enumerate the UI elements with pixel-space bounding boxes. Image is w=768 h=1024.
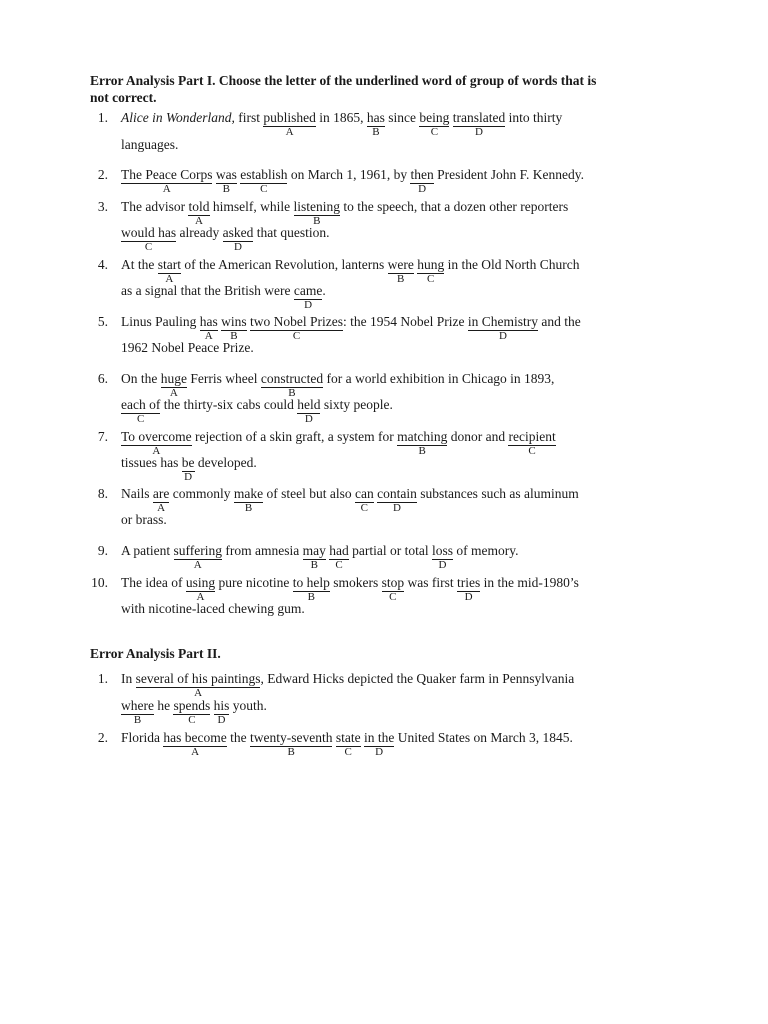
option-text: matching (397, 429, 448, 444)
question-line (121, 167, 584, 199)
text: on March 1, 1961, by (287, 167, 411, 182)
text: the thirty-six cabs could (160, 397, 298, 412)
option-d[interactable] (410, 167, 434, 195)
option-letter: C (188, 714, 196, 726)
option-c[interactable] (419, 110, 450, 138)
text: into thirty (505, 110, 563, 125)
option-text: was (215, 167, 237, 182)
option-d[interactable] (456, 575, 481, 603)
option-text: translated (452, 110, 506, 125)
option-a[interactable] (163, 730, 227, 758)
text: youth. (229, 698, 267, 713)
option-text: twenty-seventh (249, 730, 333, 745)
text: himself, while (209, 199, 294, 214)
option-text: has (366, 110, 385, 125)
option-text: his (213, 698, 230, 713)
option-text: in the (363, 730, 395, 745)
option-letter: C (528, 445, 536, 457)
option-text: where (121, 698, 154, 713)
option-text: has (199, 314, 218, 329)
option-letter: C (344, 746, 352, 758)
option-a[interactable] (121, 167, 213, 195)
option-text: may (302, 543, 326, 558)
question-number: 5. (97, 314, 108, 329)
option-a[interactable] (173, 543, 223, 571)
option-text: listening (293, 199, 340, 214)
text: and the (538, 314, 581, 329)
option-letter: C (292, 330, 301, 342)
option-letter: D (464, 591, 473, 603)
option-d[interactable] (452, 110, 506, 138)
option-letter: B (133, 714, 142, 726)
option-d[interactable] (213, 698, 230, 726)
option-text: came (293, 283, 323, 298)
option-b[interactable] (366, 110, 385, 138)
option-d[interactable] (222, 225, 254, 253)
text: In (121, 671, 136, 686)
option-text: contain (377, 486, 417, 501)
option-b[interactable] (221, 314, 247, 342)
option-c[interactable] (329, 543, 349, 571)
option-text: loss (431, 543, 453, 558)
text: 1962 Nobel Peace Prize. (121, 340, 254, 355)
option-letter: B (244, 502, 253, 514)
question-line (121, 543, 518, 575)
option-letter: D (475, 126, 483, 138)
text: : the 1954 Nobel Prize (343, 314, 468, 329)
text: since (384, 110, 420, 125)
option-text: held (297, 397, 321, 412)
part1-heading (90, 72, 596, 106)
option-text: huge (160, 371, 187, 386)
option-text: had (329, 543, 349, 558)
question-number: 10. (91, 575, 108, 590)
option-text: recipient (508, 429, 556, 444)
option-text: published (263, 110, 316, 125)
option-letter: C (427, 273, 435, 285)
option-text: in Chemistry (467, 314, 538, 329)
option-a[interactable] (188, 199, 210, 227)
question-number: 1. (97, 110, 108, 125)
option-letter: C (430, 126, 439, 138)
text: in the Old North Church (444, 257, 580, 272)
option-letter: D (304, 299, 313, 311)
option-d[interactable] (363, 730, 395, 758)
question-number: 8. (97, 486, 108, 501)
question-line (121, 397, 393, 429)
option-b[interactable] (121, 698, 154, 726)
text: was first (404, 575, 457, 590)
option-letter: B (372, 126, 380, 138)
part2-heading: Error Analysis Part II. (90, 646, 221, 661)
option-c[interactable] (335, 730, 361, 758)
option-text: To overcome (121, 429, 192, 444)
text: he (153, 698, 174, 713)
option-letter: C (389, 591, 397, 603)
question-title (121, 110, 235, 125)
question-line (121, 455, 257, 487)
option-text: then (410, 167, 434, 182)
option-letter: A (195, 215, 203, 227)
text: already (176, 225, 223, 240)
text: United States on March 3, 1845. (394, 730, 573, 745)
option-letter: C (335, 559, 343, 571)
option-letter: D (418, 183, 427, 195)
text: . (322, 283, 326, 298)
option-a[interactable] (121, 429, 192, 457)
text: pure nicotine (215, 575, 293, 590)
option-b[interactable] (293, 199, 341, 227)
option-text: establish (240, 167, 288, 182)
option-b[interactable] (302, 543, 326, 571)
question-number: 9. (97, 543, 108, 558)
option-letter: B (287, 746, 295, 758)
option-text: each of (121, 397, 161, 412)
text: substances such as aluminum (416, 486, 579, 501)
option-c[interactable] (508, 429, 556, 457)
option-text: wins (221, 314, 247, 329)
option-c[interactable] (240, 167, 288, 195)
option-a[interactable] (263, 110, 316, 138)
option-d[interactable] (181, 455, 195, 483)
option-letter: B (288, 387, 296, 399)
option-b[interactable] (292, 575, 330, 603)
option-text: were (387, 257, 414, 272)
option-text: hung (417, 257, 445, 272)
text: with nicotine-laced chewing gum. (121, 601, 305, 616)
question-number: 2. (97, 167, 108, 182)
text: in 1865, (315, 110, 367, 125)
option-letter: B (418, 445, 426, 457)
option-d[interactable] (377, 486, 417, 514)
option-text: stop (381, 575, 405, 590)
option-letter: D (234, 241, 242, 253)
option-c[interactable] (173, 698, 211, 726)
question-line (121, 340, 254, 372)
question-line (121, 110, 562, 142)
option-text: tries (456, 575, 481, 590)
question-line (121, 283, 326, 315)
option-text: being (419, 110, 450, 125)
option-text: two Nobel Prizes (250, 314, 344, 329)
text: President John F. Kennedy. (433, 167, 584, 182)
option-letter: B (307, 591, 315, 603)
text: The idea of (121, 575, 186, 590)
text: first (234, 110, 264, 125)
option-letter: A (169, 387, 178, 399)
text: Ferris wheel (187, 371, 261, 386)
option-c[interactable] (354, 486, 374, 514)
text: A patient (121, 543, 174, 558)
text: Florida (121, 730, 164, 745)
option-letter: D (498, 330, 507, 342)
option-c[interactable] (121, 225, 177, 253)
option-letter: D (392, 502, 401, 514)
text: developed. (194, 455, 257, 470)
question-number: 7. (97, 429, 108, 444)
option-letter: D (375, 746, 384, 758)
option-d[interactable] (297, 397, 321, 425)
question-line (121, 137, 178, 169)
option-text: spends (173, 698, 211, 713)
option-letter: A (152, 445, 161, 457)
option-b[interactable] (215, 167, 237, 195)
option-letter: D (217, 714, 226, 726)
option-letter: D (184, 471, 193, 483)
text: from amnesia (222, 543, 303, 558)
option-b[interactable] (260, 371, 324, 399)
question-number: 1. (97, 671, 108, 686)
option-text: to help (292, 575, 330, 590)
book-title: Alice in Wonderland, (121, 110, 235, 125)
option-letter: A (157, 502, 166, 514)
text: in the mid-1980’s (480, 575, 579, 590)
option-letter: C (260, 183, 268, 195)
option-letter: A (196, 591, 205, 603)
option-c[interactable] (381, 575, 405, 603)
option-c[interactable] (417, 257, 445, 285)
option-a[interactable] (135, 671, 261, 699)
option-a[interactable] (157, 257, 181, 285)
question-number: 3. (97, 199, 108, 214)
text: as a signal that the British were (121, 283, 294, 298)
text: smokers (329, 575, 382, 590)
option-letter: D (304, 413, 313, 425)
option-text: constructed (260, 371, 324, 386)
option-letter: A (204, 330, 213, 342)
option-letter: A (191, 746, 200, 758)
option-text: be (181, 455, 195, 470)
text: On the (121, 371, 161, 386)
text: of the American Revolution, lanterns (181, 257, 388, 272)
option-text: told (188, 199, 210, 214)
text: donor and (447, 429, 509, 444)
option-text: asked (222, 225, 254, 240)
option-text: can (354, 486, 374, 501)
option-text: state (335, 730, 361, 745)
option-text: suffering (173, 543, 222, 558)
text: of steel but also (263, 486, 355, 501)
question-line (121, 730, 573, 762)
text: that question. (253, 225, 330, 240)
text: languages. (121, 137, 179, 152)
question-number: 4. (97, 257, 108, 272)
text: or brass. (121, 512, 167, 527)
text: commonly (169, 486, 234, 501)
option-text: using (185, 575, 216, 590)
text: Linus Pauling (121, 314, 200, 329)
option-letter: B (222, 183, 231, 195)
option-text: start (157, 257, 181, 272)
option-text: make (233, 486, 264, 501)
question-line (121, 698, 267, 730)
option-text: The Peace Corps (121, 167, 213, 182)
option-text: would has (121, 225, 177, 240)
option-text: has become (163, 730, 227, 745)
option-letter: B (310, 559, 318, 571)
option-b[interactable] (397, 429, 448, 457)
option-b[interactable] (233, 486, 264, 514)
option-d[interactable] (467, 314, 538, 342)
text: for a world exhibition in Chicago in 1893, (323, 371, 555, 386)
text: of memory. (452, 543, 519, 558)
option-d[interactable] (293, 283, 323, 311)
text: sixty people. (320, 397, 393, 412)
option-b[interactable] (387, 257, 414, 285)
question-line (121, 601, 305, 633)
option-letter: B (397, 273, 405, 285)
question-line (121, 512, 167, 544)
option-letter: C (360, 502, 368, 514)
text: , Edward Hicks depicted the Quaker farm in Pennsylvania (260, 671, 575, 686)
option-letter: A (162, 183, 171, 195)
text: partial or total (348, 543, 432, 558)
option-letter: A (194, 687, 203, 699)
option-c[interactable] (250, 314, 344, 342)
option-letter: A (165, 273, 174, 285)
text: rejection of a skin graft, a system for (191, 429, 398, 444)
text: Nails (121, 486, 153, 501)
option-letter: A (193, 559, 202, 571)
option-a[interactable] (152, 486, 170, 514)
option-letter: D (438, 559, 447, 571)
text: The advisor (121, 199, 189, 214)
text: to the speech, that a dozen other reporters (340, 199, 569, 214)
text: At the (121, 257, 158, 272)
option-a[interactable] (160, 371, 187, 399)
option-a[interactable] (185, 575, 216, 603)
option-text: are (152, 486, 170, 501)
option-b[interactable] (249, 730, 333, 758)
question-number: 6. (97, 371, 108, 386)
option-letter: B (313, 215, 321, 227)
option-letter: B (230, 330, 238, 342)
text: the (226, 730, 250, 745)
part1-heading-line1: Error Analysis Part I. Choose the letter of the underlined word of group of words that is (90, 73, 597, 88)
option-letter: C (144, 241, 153, 253)
option-c[interactable] (121, 397, 161, 425)
question-line (121, 486, 579, 518)
text: tissues has (121, 455, 182, 470)
option-letter: A (285, 126, 294, 138)
option-a[interactable] (199, 314, 218, 342)
question-line (121, 225, 329, 257)
question-number: 2. (97, 730, 108, 745)
option-text: several of his paintings (135, 671, 261, 686)
option-d[interactable] (431, 543, 453, 571)
option-letter: C (137, 413, 145, 425)
part1-heading-line2: not correct. (90, 90, 157, 105)
